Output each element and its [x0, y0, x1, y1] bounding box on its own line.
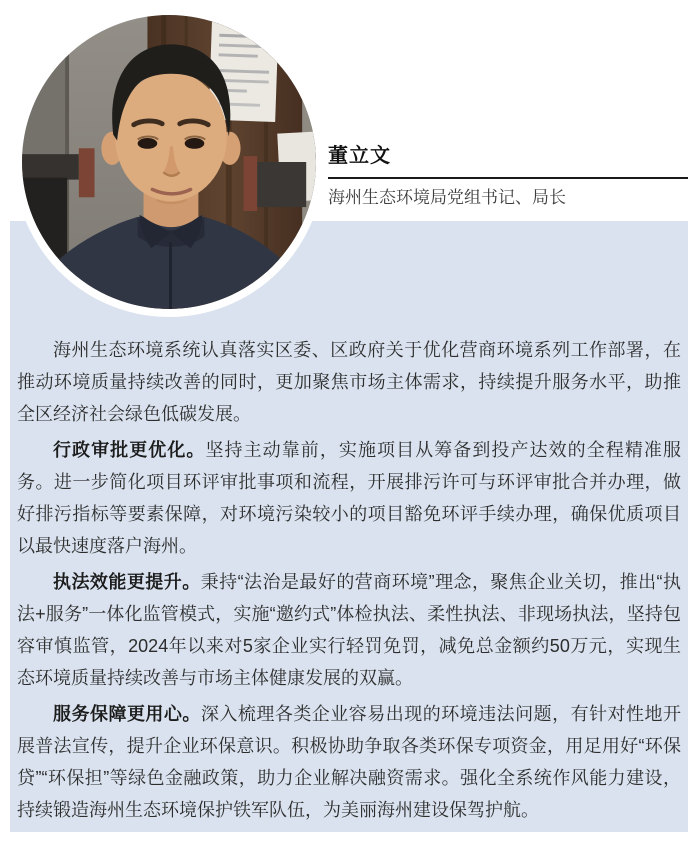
article-paragraph-intro — [17, 334, 681, 430]
profile-photo — [14, 7, 324, 317]
paragraph-text: 海州生态环境系统认真落实区委、区政府关于优化营商环境系列工作部署，在推动环境质量持续改善的同时，更加聚焦市场主体需求，持续提升服务水平，助推全区经济社会绿色低碳发展。 — [17, 340, 681, 424]
person-job-title: 海州生态环境局党组书记、局长 — [328, 188, 566, 207]
person-portrait-image — [22, 15, 316, 309]
article-paragraph-approval — [17, 434, 681, 562]
paragraph-text: 深入梳理各类企业容易出现的环境违法问题，有针对性地开展普法宣传，提升企业环保意识。积极协助争取各类环保专项资金，用足用好“环保贷”“环保担”等绿色金融政策，助力企业解决融资需求。强化全系统作风能力建设，持续锻造海州生态环境保护铁军队伍，为美丽海州建设保驾护航。 — [17, 704, 682, 820]
paragraph-lead: 行政审批更优化。 — [53, 440, 206, 460]
profile-info — [328, 144, 688, 209]
paragraph-lead: 执法效能更提升。 — [53, 572, 201, 592]
article-panel — [10, 221, 688, 832]
article-paragraph-service — [17, 698, 681, 826]
article-paragraph-enforcement — [17, 566, 681, 694]
paragraph-lead: 服务保障更用心。 — [53, 704, 201, 724]
paragraph-text: 秉持“法治是最好的营商环境”理念，聚焦企业关切，推出“执法+服务”一体化监管模式，实施“邀约式”体检执法、柔性执法、非现场执法，坚持包容审慎监管，2024年以来对5家企业实行轻罚免罚，减免总金额约50万元，实现生态环境质量持续改善与市场主体健康发展的双赢。 — [17, 572, 682, 688]
name-underline-divider — [328, 177, 688, 179]
paragraph-text: 坚持主动靠前，实施项目从筹备到投产达效的全程精准服务。进一步简化项目环评审批事项和流程，开展排污许可与环评审批合并办理，做好排污指标等要素保障，对环境污染较小的项目豁免环评手续办理，确保优质项目以最快速度落户海州。 — [17, 440, 681, 556]
person-name: 董立文 — [328, 145, 391, 167]
